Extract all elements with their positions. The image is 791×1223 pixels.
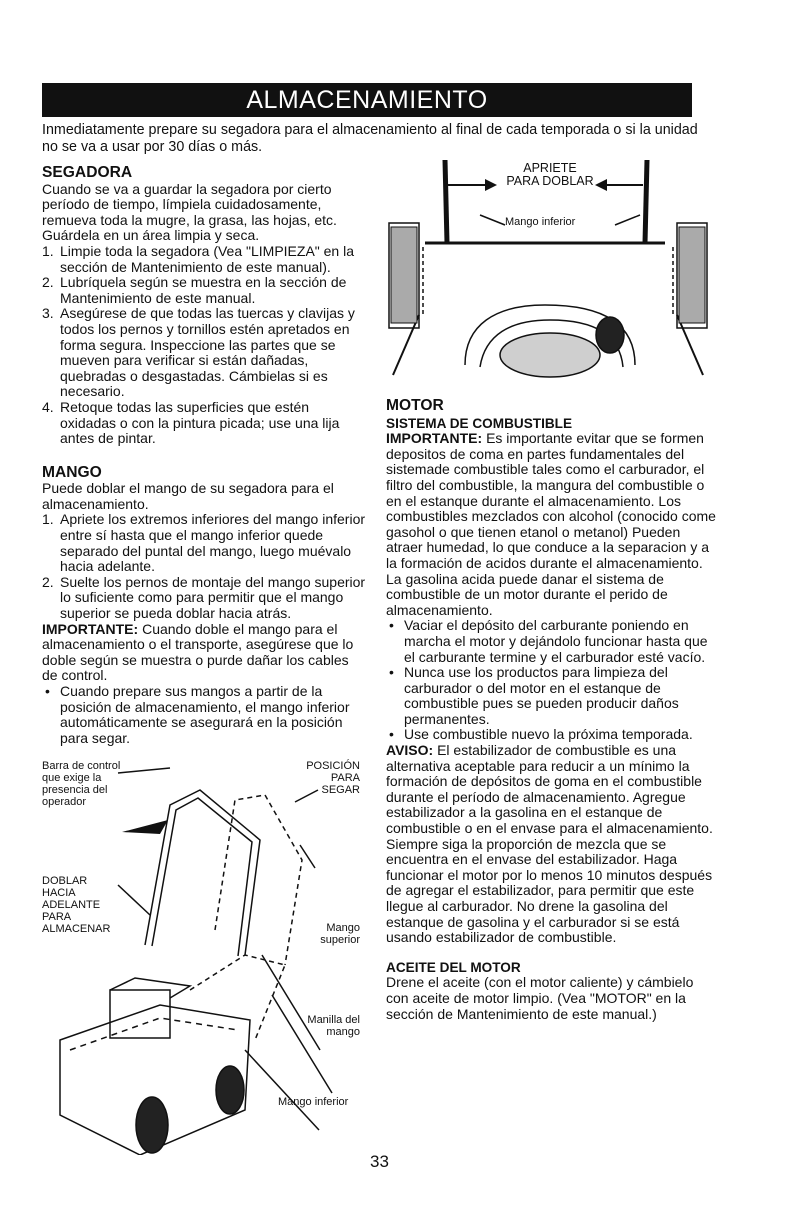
important-text: Es importante evitar que se formen depositos de coma en partes fundamentales del sistemade combustible tales como el carburador, el filtro del combustible, la mangura del combustible o en el estanque durante el almacenamiento. Los combustibles mezclados con alcohol (conocido come gasohol o que tienen etanol o metanol) Pueden atraer humedad, lo que conduce a la separacion y a la formación de acidos durante el almacenamiento. La gasolina acida puede danar el sistema de combustible de un motor durante el perido de almacenamiento. xyxy=(386,430,716,618)
bullet-icon: • xyxy=(389,726,394,743)
label-barra-control: Barra de control que exige la presencia del operador xyxy=(42,760,121,808)
aviso-text: El estabilizador de combustible es una alternativa aceptable para reducir a un mínimo la formación de depósitos de goma en el combustible durante el período de almacenamiento. Agregue estabilizador a la gasolina en el estanque de combustible o en el envase para el almacenamiento. Siempre siga la proporción de mezcla que se encuentra en el envase del estabilizador. Haga funcionar el motor por lo menos 10 minutos después de agregar el estabilizador, para permitir que este llegue al carburador. No drene la gasolina del estanque de gasolina y el carburador si se está usando estabilizador de combustible. xyxy=(386,742,713,946)
left-column xyxy=(42,165,367,746)
item-number: 3. xyxy=(42,305,54,322)
list-item xyxy=(42,306,367,400)
list-item xyxy=(386,618,716,665)
item-text: Nunca use los productos para limpieza del carburador o del motor en el estanque de combustible pues se pueden producir daños permanentes. xyxy=(404,664,679,727)
segadora-steps xyxy=(42,244,367,447)
bullet-icon: • xyxy=(389,617,394,634)
list-item xyxy=(42,400,367,447)
motor-important xyxy=(386,431,716,618)
item-text: Limpie toda la segadora (Vea "LIMPIEZA" en la sección de Mantenimiento de este manual). xyxy=(60,242,354,275)
item-number: 2. xyxy=(42,573,54,590)
item-text: Suelte los pernos de montaje del mango superior lo suficiente como para permitir que el mango superior se pueda doblar hacia atrás. xyxy=(60,573,366,622)
segadora-heading: SEGADORA xyxy=(42,164,133,181)
aviso-label: AVISO: xyxy=(386,742,434,759)
right-column xyxy=(386,398,716,1022)
item-number: 1. xyxy=(42,511,54,528)
item-number: 1. xyxy=(42,242,54,259)
label-apriete-para-doblar: APRIETE PARA DOBLAR xyxy=(506,161,594,188)
important-label: IMPORTANTE: xyxy=(386,430,483,447)
list-item xyxy=(386,727,716,743)
section-banner: ALMACENAMIENTO xyxy=(42,83,692,117)
label-mango-superior: Mango superior xyxy=(320,922,360,946)
bullet-icon: • xyxy=(389,664,394,681)
label-mango-inferior: Mango inferior xyxy=(278,1096,349,1108)
list-item xyxy=(42,575,367,622)
aceite-text: Drene el aceite (con el motor caliente) y cámbielo con aceite de motor limpio. (Vea "MOTOR" en la sección de Mantenimiento de este manual.) xyxy=(386,974,694,1022)
item-text: Vaciar el depósito del carburante poniendo en marcha el motor y dejándolo funcionar hasta que el carburante termine y el carburador esté vacío. xyxy=(404,617,708,665)
item-text: Cuando prepare sus mangos a partir de la posición de almacenamiento, el mango inferior automáticamente se asegurará en la posición para segar. xyxy=(60,683,350,746)
item-text: Use combustible nuevo la próxima temporada. xyxy=(404,726,693,743)
important-label: IMPORTANTE: xyxy=(42,620,139,637)
segadora-text: Cuando se va a guardar la segadora por cierto período de tiempo, límpiela cuidadosamente, remueva toda la mugre, la grasa, las hojas, etc. Guárdela en un área limpia y seca. xyxy=(42,180,337,244)
list-item xyxy=(42,275,367,306)
mango-steps xyxy=(42,512,367,621)
list-item xyxy=(42,684,367,746)
aviso-paragraph xyxy=(386,743,716,946)
label-posicion-segar: POSICIÓN PARA SEGAR xyxy=(306,760,360,796)
label-doblar-almacenar: DOBLAR HACIA ADELANTE PARA ALMACENAR xyxy=(42,875,111,935)
sistema-heading: SISTEMA DE COMBUSTIBLE xyxy=(386,415,573,431)
important-text: Cuando doble el mango para el almacenamiento o el transporte, asegúrese que lo doble según se muestra o purde dañar los cables de control. xyxy=(42,620,354,684)
mango-important xyxy=(42,622,367,684)
item-number: 2. xyxy=(42,274,54,291)
item-text: Lubríquela según se muestra en la sección de Mantenimiento de este manual. xyxy=(60,274,347,306)
mango-text: Puede doblar el mango de su segadora para el almacenamiento. xyxy=(42,480,334,512)
mango-heading: MANGO xyxy=(42,463,102,481)
motor-bullets xyxy=(386,618,716,743)
label-manilla-mango: Manilla del mango xyxy=(307,1014,360,1038)
item-number: 4. xyxy=(42,398,54,415)
item-text: Apriete los extremos inferiores del mango inferior entre sí hasta que el mango inferior quede separado del puntal del mango, luego muévalo hacia adelante. xyxy=(60,511,366,575)
mango-bullets xyxy=(42,684,367,746)
list-item xyxy=(42,244,367,275)
bullet-icon: • xyxy=(45,683,50,699)
list-item xyxy=(386,665,716,727)
page-number: 33 xyxy=(370,1152,389,1171)
motor-heading: MOTOR xyxy=(386,397,444,414)
intro-paragraph: Inmediatamente prepare su segadora para el almacenamiento al final de cada temporada o si la unidad no se va a usar por 30 días o más. xyxy=(42,122,698,155)
aceite-heading: ACEITE DEL MOTOR xyxy=(386,959,521,975)
handle-squeeze-illustration xyxy=(385,155,715,380)
list-item xyxy=(42,512,367,574)
label-mango-inferior-right: Mango inferior xyxy=(505,216,576,228)
item-text: Retoque todas las superficies que estén oxidadas o con la pintura picada; use una lija antes de pintar. xyxy=(60,398,340,447)
handle-fold-illustration xyxy=(40,750,380,1155)
item-text: Asegúrese de que todas las tuercas y clavijas y todos los pernos y tornillos estén apretados en forma segura. Inspeccione las partes que se mueven para verificar si están dañadas, quebradas o desgastadas. Cámbielas si es necesario. xyxy=(60,305,355,400)
